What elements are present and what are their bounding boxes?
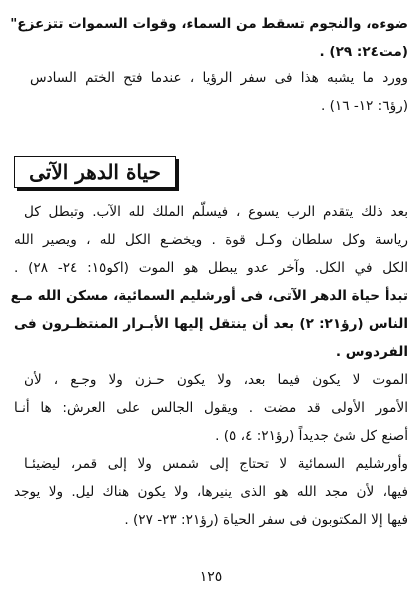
text-line: (رؤ٦: ١٢- ١٦) . [320,98,408,114]
page-number: ١٢٥ [199,569,223,585]
text-line: أصنع كل شئ جديداً (رؤ٢١: ٤، ٥) . [215,428,408,444]
text-line: الناس (رؤ٢١: ٢) بعد أن ينتقل إليها الأبـرار المنتظـرون فى [14,316,409,332]
text-line: الفردوس . [335,344,408,360]
document-page [10,14,409,586]
text-line: الكل في الكل. وآخر عدو يبطل هو الموت (اكو١٥: ٢٤- ٢٨) . [14,260,408,276]
text-line: بعد ذلك يتقدم الرب يسوع ، فيسلّم الملك لله الآب. وتبطل كل [24,204,408,220]
text-line: تبدأ حياة الدهر الآتى، فى أورشليم السمائية، مسكن الله مـع [10,288,408,304]
section-title: حياة الدهر الآتى [14,156,176,188]
text-line: الموت لا يكون فيما بعد، ولا يكون حـزن ولا وجـع ، لأن [24,372,408,388]
text-line: ضوءه، والنجوم تسقط من السماء، وقوات السموات تتزعزع" [10,16,408,32]
text-line: وورد ما يشبه هذا فى سفر الرؤيا ، عندما فتح الختم السادس [30,70,408,86]
text-line: رياسة وكل سلطان وكـل قوة . ويخضـع الكل لله ، ويصير الله [14,232,408,248]
text-line: فيها إلا المكتوبون فى سفر الحياة (رؤ٢١: ٢٣- ٢٧) . [124,512,408,528]
text-line: فيها، لأن مجد الله هو الذى ينيرها، ولا يكون هناك ليل. ولا يوجد [14,484,408,500]
text-line: الأمور الأولى قد مضت . ويقول الجالس على العرش: ها أنـا [14,400,408,416]
text-line: وأورشليم السمائية لا تحتاج إلى شمس ولا إلى قمر، ليضيئـا [24,456,408,472]
text-line: (مت٢٤: ٢٩) . [319,44,408,60]
